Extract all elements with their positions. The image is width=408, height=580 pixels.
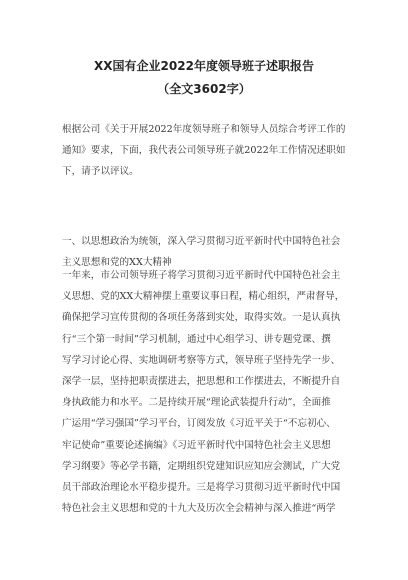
document-title: XX国有企业2022年度领导班子述职报告 xyxy=(94,59,314,73)
text-line: 学习纲要》等必学书籍，定期组织党建知识应知应会测试，广大党 xyxy=(62,460,341,472)
text-line: 员干部政治理论水平稳步提升。三是将学习贯彻习近平新时代中国 xyxy=(62,481,341,493)
text-line: 行“三个第一时间”学习机制，通过中心组学习、讲专题党课、撰 xyxy=(62,333,331,345)
text-line: 主义思想和党的XX大精神 xyxy=(62,257,172,269)
text-line: 根据公司《关于开展2022年度领导班子和领导人员综合考评工作的 xyxy=(62,124,346,135)
text-line: 写学习讨论心得、实地调研考察等方式，领导班子坚持先学一步、 xyxy=(62,354,341,366)
text-line: 身执政能力和水平。二是持续开展“理论武装提升行动”，全面推 xyxy=(62,397,331,409)
text-line: 通知》要求，下面，我代表公司领导班子就2022年工作情况述职如 xyxy=(62,145,346,157)
text-line: 下，请予以评议。 xyxy=(62,166,139,178)
document-subtitle: （全文3602字） xyxy=(157,82,251,96)
text-line: 一年来，市公司领导班子将学习贯彻习近平新时代中国特色社会主 xyxy=(62,270,341,281)
text-line: 确保把学习宣传贯彻的各项任务落到实处，取得实效。一是认真执 xyxy=(62,312,341,324)
text-line: 广运用“学习强国”学习平台，订阅发放《习近平关于“不忘初心、 xyxy=(62,418,336,430)
intro-paragraph xyxy=(62,119,354,183)
text-line: 特色社会主义思想和党的十九大及历次全会精神与深入推进“两学 xyxy=(62,503,336,515)
body-paragraph xyxy=(62,265,354,519)
text-line: 义思想、党的XX大精神摆上重要议事日程，精心组织，严肃督导， xyxy=(62,291,345,303)
text-line: 深学一层，坚持把职责摆进去，把思想和工作摆进去，不断提升自 xyxy=(62,375,341,387)
text-line: 牢记使命”重要论述摘编》《习近平新时代中国特色社会主义思想 xyxy=(62,439,331,451)
text-line: 一、以思想政治为统领，深入学习贯彻习近平新时代中国特色社会 xyxy=(62,236,341,247)
